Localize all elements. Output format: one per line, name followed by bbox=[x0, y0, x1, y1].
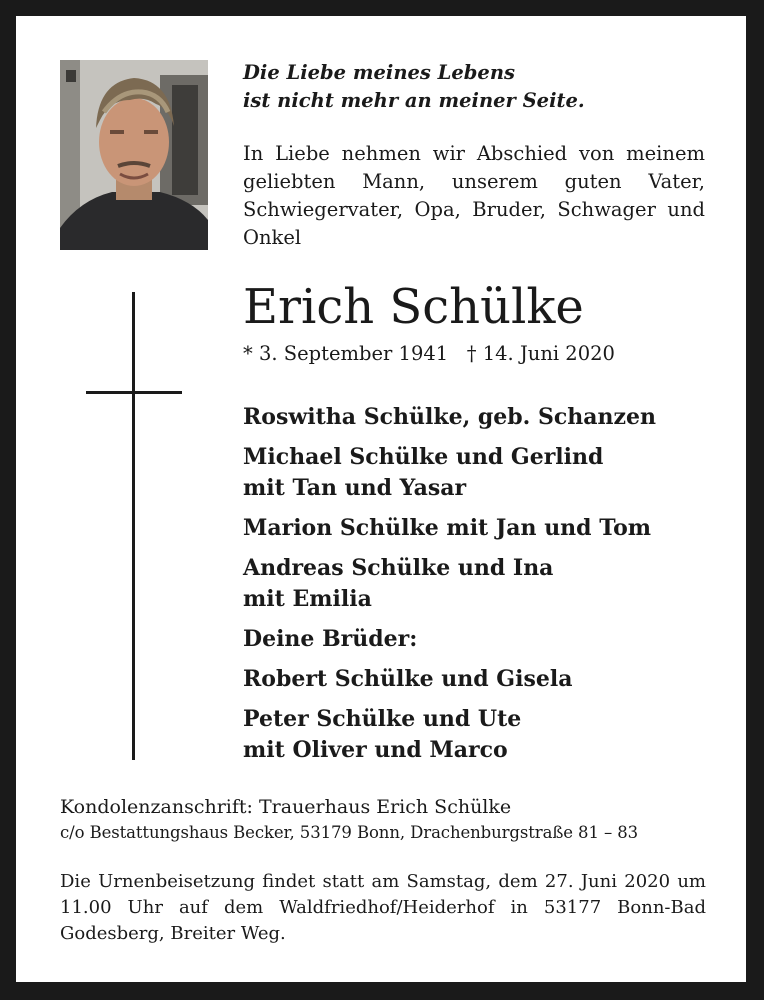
mourner-entry: Peter Schülke und Ute mit Oliver und Marco bbox=[243, 706, 522, 763]
mourner-entry: Andreas Schülke und Ina mit Emilia bbox=[243, 555, 554, 612]
death-date: † 14. Juni 2020 bbox=[466, 342, 615, 365]
deceased-name: Erich Schülke bbox=[243, 279, 584, 335]
condolence-line: Kondolenzanschrift: Trauerhaus Erich Schülke bbox=[60, 796, 512, 818]
mourner-entry: Marion Schülke mit Jan und Tom bbox=[243, 515, 652, 541]
cross-vertical bbox=[132, 292, 135, 760]
burial-notice: Die Urnenbeisetzung findet statt am Samstag, dem 27. Juni 2020 um 11.00 Uhr auf dem Waldfriedhof/Heiderhof in 53177 Bonn-Bad Godesberg, Breiter Weg. bbox=[60, 871, 706, 944]
intro-text: In Liebe nehmen wir Abschied von meinem geliebten Mann, unserem guten Vater, Schwiegervater, Opa, Bruder, Schwager und Onkel bbox=[243, 142, 705, 249]
mourner-entry: Deine Brüder: bbox=[243, 626, 418, 652]
quote-text: Die Liebe meines Lebens ist nicht mehr an meiner Seite. bbox=[243, 61, 585, 112]
mourners-list bbox=[243, 402, 656, 775]
life-dates bbox=[243, 340, 615, 368]
condolence-address: c/o Bestattungshaus Becker, 53179 Bonn, Drachenburgstraße 81 – 83 bbox=[60, 823, 639, 842]
cross-horizontal bbox=[86, 391, 182, 394]
mourner-entry: Michael Schülke und Gerlind mit Tan und Yasar bbox=[243, 444, 604, 501]
condolence-block bbox=[60, 794, 638, 846]
birth-date: * 3. September 1941 bbox=[243, 342, 449, 365]
portrait-photo bbox=[60, 60, 208, 250]
mourner-entry: Robert Schülke und Gisela bbox=[243, 666, 573, 692]
mourner-entry: Roswitha Schülke, geb. Schanzen bbox=[243, 404, 656, 430]
